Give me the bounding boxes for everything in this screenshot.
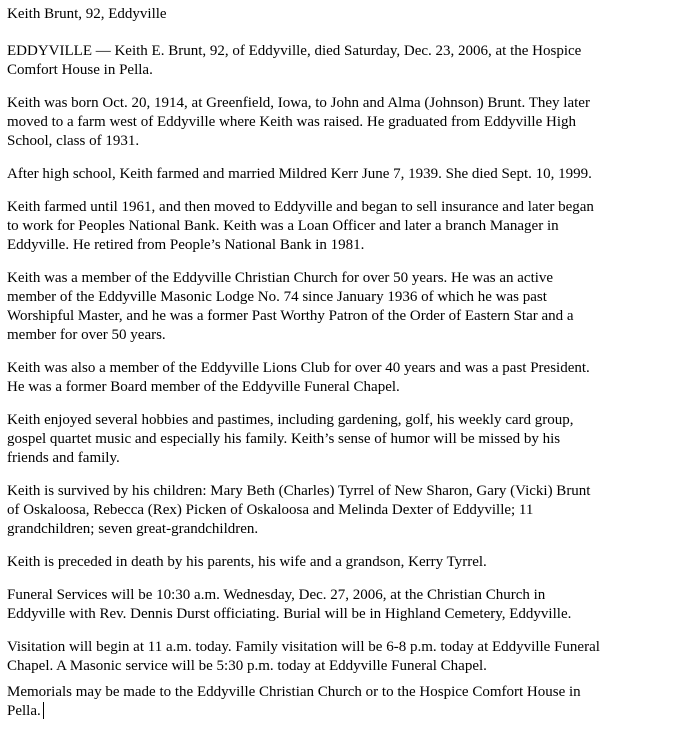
paragraph-9-line-1: Keith is preceded in death by his parents, his wife and a grandson, Kerry Tyrrel. bbox=[7, 554, 487, 570]
paragraph-7-line-1: Keith enjoyed several hobbies and pastimes, including gardening, golf, his weekly card group, bbox=[7, 412, 574, 428]
paragraph-3-line-1: After high school, Keith farmed and married Mildred Kerr June 7, 1939. She died Sept. 10, 1999. bbox=[7, 166, 592, 182]
paragraph-2-line-3: School, class of 1931. bbox=[7, 133, 140, 149]
paragraph-6-line-1: Keith was also a member of the Eddyville Lions Club for over 40 years and was a past President. bbox=[7, 360, 590, 376]
paragraph-2-line-1: Keith was born Oct. 20, 1914, at Greenfield, Iowa, to John and Alma (Johnson) Brunt. They later bbox=[7, 95, 590, 111]
paragraph-11-line-2: Chapel. A Masonic service will be 5:30 p.m. today at Eddyville Funeral Chapel. bbox=[7, 658, 487, 674]
text-cursor bbox=[43, 702, 44, 719]
obituary-title: Keith Brunt, 92, Eddyville bbox=[7, 6, 167, 22]
paragraph-1-line-2: Comfort House in Pella. bbox=[7, 62, 153, 78]
paragraph-1-line-1: EDDYVILLE — Keith E. Brunt, 92, of Eddyville, died Saturday, Dec. 23, 2006, at the Hospice bbox=[7, 43, 582, 59]
paragraph-12-line-2: Pella. bbox=[7, 703, 41, 719]
paragraph-7-line-2: gospel quartet music and especially his family. Keith’s sense of humor will be missed by his bbox=[7, 431, 561, 447]
paragraph-12-line-1: Memorials may be made to the Eddyville Christian Church or to the Hospice Comfort House in bbox=[7, 684, 581, 700]
paragraph-7-line-3: friends and family. bbox=[7, 450, 120, 466]
paragraph-5-line-2: member of the Eddyville Masonic Lodge No. 74 since January 1936 of which he was past bbox=[7, 289, 547, 305]
paragraph-8-line-1: Keith is survived by his children: Mary Beth (Charles) Tyrrel of New Sharon, Gary (Vicki) Brunt bbox=[7, 483, 591, 499]
paragraph-5-line-3: Worshipful Master, and he was a former Past Worthy Patron of the Order of Eastern Star and a bbox=[7, 308, 574, 324]
paragraph-4-line-2: to work for Peoples National Bank. Keith was a Loan Officer and later a branch Manager in bbox=[7, 218, 559, 234]
paragraph-5-line-4: member for over 50 years. bbox=[7, 327, 166, 343]
paragraph-8-line-2: of Oskaloosa, Rebecca (Rex) Picken of Oskaloosa and Melinda Dexter of Eddyville; 11 bbox=[7, 502, 534, 518]
paragraph-11-line-1: Visitation will begin at 11 a.m. today. Family visitation will be 6-8 p.m. today at Eddyville Funeral bbox=[7, 639, 600, 655]
paragraph-4-line-1: Keith farmed until 1961, and then moved to Eddyville and began to sell insurance and later began bbox=[7, 199, 594, 215]
paragraph-8-line-3: grandchildren; seven great-grandchildren. bbox=[7, 521, 259, 537]
paragraph-10-line-1: Funeral Services will be 10:30 a.m. Wednesday, Dec. 27, 2006, at the Christian Church in bbox=[7, 587, 546, 603]
paragraph-5-line-1: Keith was a member of the Eddyville Christian Church for over 50 years. He was an active bbox=[7, 270, 554, 286]
paragraph-4-line-3: Eddyville. He retired from People’s National Bank in 1981. bbox=[7, 237, 365, 253]
paragraph-10-line-2: Eddyville with Rev. Dennis Durst officiating. Burial will be in Highland Cemetery, Eddyville. bbox=[7, 606, 572, 622]
paragraph-6-line-2: He was a former Board member of the Eddyville Funeral Chapel. bbox=[7, 379, 400, 395]
paragraph-2-line-2: moved to a farm west of Eddyville where Keith was raised. He graduated from Eddyville High bbox=[7, 114, 576, 130]
